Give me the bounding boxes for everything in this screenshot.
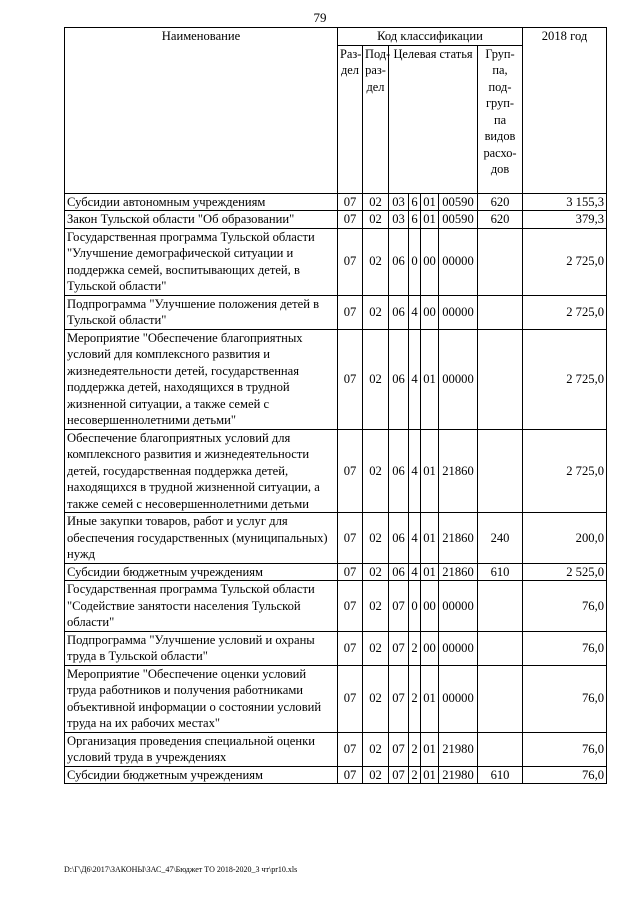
row-rz: 07 bbox=[338, 228, 363, 295]
row-name: Государственная программа Тульской области "Улучшение демографической ситуации и поддержка семей, воспитывающих детей, в Тульской области" bbox=[65, 228, 338, 295]
row-name: Мероприятие "Обеспечение оценки условий труда работников и получения работниками объективной информации о состоянии условий труда на их рабочих местах" bbox=[65, 665, 338, 732]
table-row bbox=[65, 631, 607, 665]
row-pr: 02 bbox=[363, 329, 389, 429]
row-name: Закон Тульской области "Об образовании" bbox=[65, 211, 338, 229]
table-row bbox=[65, 513, 607, 564]
row-name: Субсидии бюджетным учреждениям bbox=[65, 563, 338, 581]
row-pr: 02 bbox=[363, 193, 389, 211]
row-c3: 01 bbox=[421, 429, 439, 513]
row-sum: 2 725,0 bbox=[523, 329, 607, 429]
row-name: Организация проведения специальной оценки условий труда в учреждениях bbox=[65, 732, 338, 766]
row-pr: 02 bbox=[363, 513, 389, 564]
header-section: Раз- дел bbox=[338, 45, 363, 193]
row-pr: 02 bbox=[363, 563, 389, 581]
row-pr: 02 bbox=[363, 732, 389, 766]
row-vr: 620 bbox=[478, 211, 523, 229]
row-sum: 76,0 bbox=[523, 732, 607, 766]
row-vr bbox=[478, 429, 523, 513]
row-c1: 06 bbox=[389, 429, 409, 513]
row-c4: 00000 bbox=[439, 329, 478, 429]
row-sum: 2 725,0 bbox=[523, 429, 607, 513]
row-c2: 4 bbox=[409, 513, 421, 564]
row-sum: 2 725,0 bbox=[523, 295, 607, 329]
header-name: Наименование bbox=[65, 28, 338, 194]
table-body bbox=[65, 193, 607, 784]
row-c4: 21860 bbox=[439, 429, 478, 513]
row-vr bbox=[478, 228, 523, 295]
header-classification: Код классификации bbox=[338, 28, 523, 46]
row-c3: 01 bbox=[421, 732, 439, 766]
table-row bbox=[65, 732, 607, 766]
table-row bbox=[65, 228, 607, 295]
row-c2: 6 bbox=[409, 211, 421, 229]
header-year: 2018 год bbox=[523, 28, 607, 194]
row-pr: 02 bbox=[363, 665, 389, 732]
header-expense-group: Груп- па, под- груп- па видов расхо- дов bbox=[478, 45, 523, 193]
row-c4: 00590 bbox=[439, 193, 478, 211]
row-vr bbox=[478, 329, 523, 429]
row-pr: 02 bbox=[363, 766, 389, 784]
row-c3: 01 bbox=[421, 329, 439, 429]
row-c4: 00000 bbox=[439, 581, 478, 632]
row-vr bbox=[478, 295, 523, 329]
table-row bbox=[65, 766, 607, 784]
row-c4: 00590 bbox=[439, 211, 478, 229]
row-name: Обеспечение благоприятных условий для комплексного развития и жизнедеятельности детей, государственная поддержка детей, находящихся в трудной жизненной ситуации, а также семей с несовершеннолетними детьми bbox=[65, 429, 338, 513]
table-row bbox=[65, 563, 607, 581]
row-c4: 00000 bbox=[439, 295, 478, 329]
row-c1: 03 bbox=[389, 211, 409, 229]
table-row bbox=[65, 429, 607, 513]
row-name: Мероприятие "Обеспечение благоприятных условий для комплексного развития и жизнедеятельности детей, государственная поддержка детей, находящихся в трудной жизненной ситуации, а также семей с несовершеннолетними детьми" bbox=[65, 329, 338, 429]
row-pr: 02 bbox=[363, 581, 389, 632]
row-c1: 07 bbox=[389, 581, 409, 632]
row-rz: 07 bbox=[338, 732, 363, 766]
row-sum: 76,0 bbox=[523, 665, 607, 732]
row-pr: 02 bbox=[363, 228, 389, 295]
header-target-item: Целевая статья bbox=[389, 45, 478, 193]
row-sum: 2 725,0 bbox=[523, 228, 607, 295]
row-rz: 07 bbox=[338, 329, 363, 429]
row-vr bbox=[478, 581, 523, 632]
row-c3: 00 bbox=[421, 581, 439, 632]
row-name: Иные закупки товаров, работ и услуг для обеспечения государственных (муниципальных) нужд bbox=[65, 513, 338, 564]
row-c1: 06 bbox=[389, 563, 409, 581]
row-name: Субсидии бюджетным учреждениям bbox=[65, 766, 338, 784]
row-c2: 0 bbox=[409, 581, 421, 632]
row-pr: 02 bbox=[363, 211, 389, 229]
row-vr: 610 bbox=[478, 766, 523, 784]
row-sum: 2 525,0 bbox=[523, 563, 607, 581]
row-c1: 07 bbox=[389, 732, 409, 766]
row-c1: 07 bbox=[389, 665, 409, 732]
row-c3: 01 bbox=[421, 211, 439, 229]
row-name: Субсидии автономным учреждениям bbox=[65, 193, 338, 211]
table-row bbox=[65, 329, 607, 429]
row-vr bbox=[478, 631, 523, 665]
row-sum: 3 155,3 bbox=[523, 193, 607, 211]
row-c3: 01 bbox=[421, 563, 439, 581]
row-c1: 03 bbox=[389, 193, 409, 211]
row-c3: 01 bbox=[421, 513, 439, 564]
row-c2: 6 bbox=[409, 193, 421, 211]
row-c1: 06 bbox=[389, 513, 409, 564]
row-c4: 21980 bbox=[439, 732, 478, 766]
row-c1: 06 bbox=[389, 228, 409, 295]
page-number: 79 bbox=[313, 10, 327, 25]
table-row bbox=[65, 193, 607, 211]
row-sum: 200,0 bbox=[523, 513, 607, 564]
row-rz: 07 bbox=[338, 665, 363, 732]
row-rz: 07 bbox=[338, 631, 363, 665]
row-rz: 07 bbox=[338, 211, 363, 229]
row-c4: 00000 bbox=[439, 665, 478, 732]
row-rz: 07 bbox=[338, 581, 363, 632]
row-c2: 2 bbox=[409, 665, 421, 732]
header-subsection: Под- раз- дел bbox=[363, 45, 389, 193]
table-row bbox=[65, 295, 607, 329]
row-rz: 07 bbox=[338, 295, 363, 329]
row-c1: 06 bbox=[389, 295, 409, 329]
row-c2: 4 bbox=[409, 295, 421, 329]
row-name: Подпрограмма "Улучшение условий и охраны труда в Тульской области" bbox=[65, 631, 338, 665]
row-c4: 21860 bbox=[439, 563, 478, 581]
row-name: Подпрограмма "Улучшение положения детей в Тульской области" bbox=[65, 295, 338, 329]
row-c3: 00 bbox=[421, 228, 439, 295]
row-c4: 00000 bbox=[439, 631, 478, 665]
row-c2: 2 bbox=[409, 732, 421, 766]
row-c3: 00 bbox=[421, 631, 439, 665]
row-c2: 4 bbox=[409, 329, 421, 429]
row-c4: 00000 bbox=[439, 228, 478, 295]
row-sum: 379,3 bbox=[523, 211, 607, 229]
row-vr: 240 bbox=[478, 513, 523, 564]
row-c1: 07 bbox=[389, 766, 409, 784]
row-c1: 07 bbox=[389, 631, 409, 665]
row-c1: 06 bbox=[389, 329, 409, 429]
row-c3: 01 bbox=[421, 766, 439, 784]
row-c2: 2 bbox=[409, 631, 421, 665]
row-vr: 620 bbox=[478, 193, 523, 211]
row-c3: 00 bbox=[421, 295, 439, 329]
row-rz: 07 bbox=[338, 766, 363, 784]
table-row bbox=[65, 211, 607, 229]
row-name: Государственная программа Тульской области "Содействие занятости населения Тульской области" bbox=[65, 581, 338, 632]
row-sum: 76,0 bbox=[523, 631, 607, 665]
row-c4: 21980 bbox=[439, 766, 478, 784]
row-vr bbox=[478, 665, 523, 732]
row-c4: 21860 bbox=[439, 513, 478, 564]
row-c2: 4 bbox=[409, 563, 421, 581]
row-vr: 610 bbox=[478, 563, 523, 581]
row-rz: 07 bbox=[338, 563, 363, 581]
row-rz: 07 bbox=[338, 429, 363, 513]
row-rz: 07 bbox=[338, 513, 363, 564]
row-rz: 07 bbox=[338, 193, 363, 211]
file-path-footer: D:\Г\Д6\2017\ЗАКОНЫ\ЗАС_47\Бюджет ТО 2018-2020_3 чт\pr10.xls bbox=[64, 865, 298, 874]
row-sum: 76,0 bbox=[523, 581, 607, 632]
row-c2: 2 bbox=[409, 766, 421, 784]
row-pr: 02 bbox=[363, 429, 389, 513]
row-vr bbox=[478, 732, 523, 766]
budget-table bbox=[64, 27, 607, 784]
row-sum: 76,0 bbox=[523, 766, 607, 784]
row-c2: 0 bbox=[409, 228, 421, 295]
table-row bbox=[65, 665, 607, 732]
row-pr: 02 bbox=[363, 631, 389, 665]
table-row bbox=[65, 581, 607, 632]
row-c2: 4 bbox=[409, 429, 421, 513]
row-c3: 01 bbox=[421, 193, 439, 211]
row-c3: 01 bbox=[421, 665, 439, 732]
row-pr: 02 bbox=[363, 295, 389, 329]
